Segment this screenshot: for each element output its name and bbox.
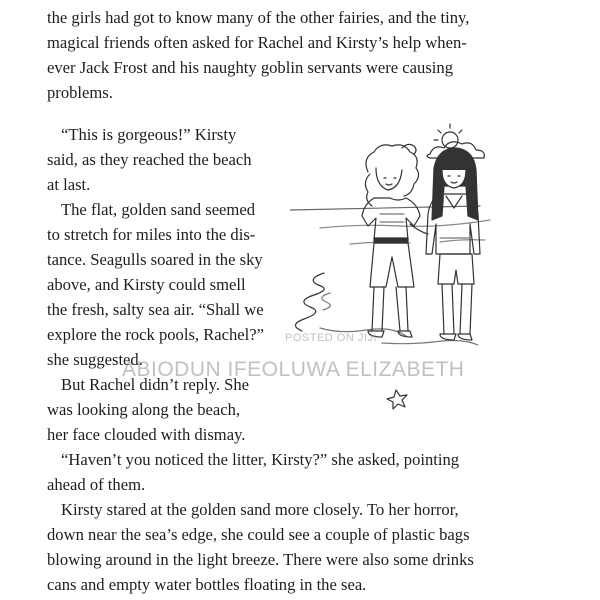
text-line: tance. Seagulls soared in the sky [47, 250, 263, 269]
text-line: was looking along the beach, [47, 400, 241, 419]
text-line: blowing around in the light breeze. There were also some drinks [47, 550, 474, 569]
text-line: Kirsty stared at the golden sand more closely. To her horror, [61, 500, 459, 519]
text-line: ahead of them. [47, 475, 146, 494]
text-line: to stretch for miles into the dis- [47, 225, 256, 244]
watermark-author: ABIODUN IFEOLUWA ELIZABETH [122, 358, 465, 381]
watermark-posted: POSTED ON JIJI [285, 332, 377, 344]
text-line: down near the sea’s edge, she could see a couple of plastic bags [47, 525, 470, 544]
sun-icon [434, 124, 462, 148]
text-line: cans and empty water bottles floating in the sea. [47, 575, 367, 594]
text-line: at last. [47, 175, 91, 194]
text-line: said, as they reached the beach [47, 150, 252, 169]
text-line: explore the rock pools, Rachel?” [47, 325, 265, 344]
girl-rachel [426, 148, 480, 340]
text-line: above, and Kirsty could smell [47, 275, 246, 294]
text-line: the fresh, salty sea air. “Shall we [47, 300, 264, 319]
girl-kirsty [362, 144, 428, 337]
starfish-icon [387, 390, 407, 409]
text-line: she suggested. [47, 350, 143, 369]
text-line: her face clouded with dismay. [47, 425, 246, 444]
text-line: magical friends often asked for Rachel and Kirsty’s help when- [47, 33, 467, 52]
text-line: the girls had got to know many of the other fairies, and the tiny, [47, 8, 470, 27]
text-line: problems. [47, 83, 113, 102]
text-line: But Rachel didn’t reply. She [61, 375, 250, 394]
text-line: “This is gorgeous!” Kirsty [61, 125, 237, 144]
text-line: “Haven’t you noticed the litter, Kirsty?” she asked, pointing [61, 450, 460, 469]
text-line: ever Jack Frost and his naughty goblin servants were causing [47, 58, 453, 77]
text-line: The flat, golden sand seemed [61, 200, 255, 219]
